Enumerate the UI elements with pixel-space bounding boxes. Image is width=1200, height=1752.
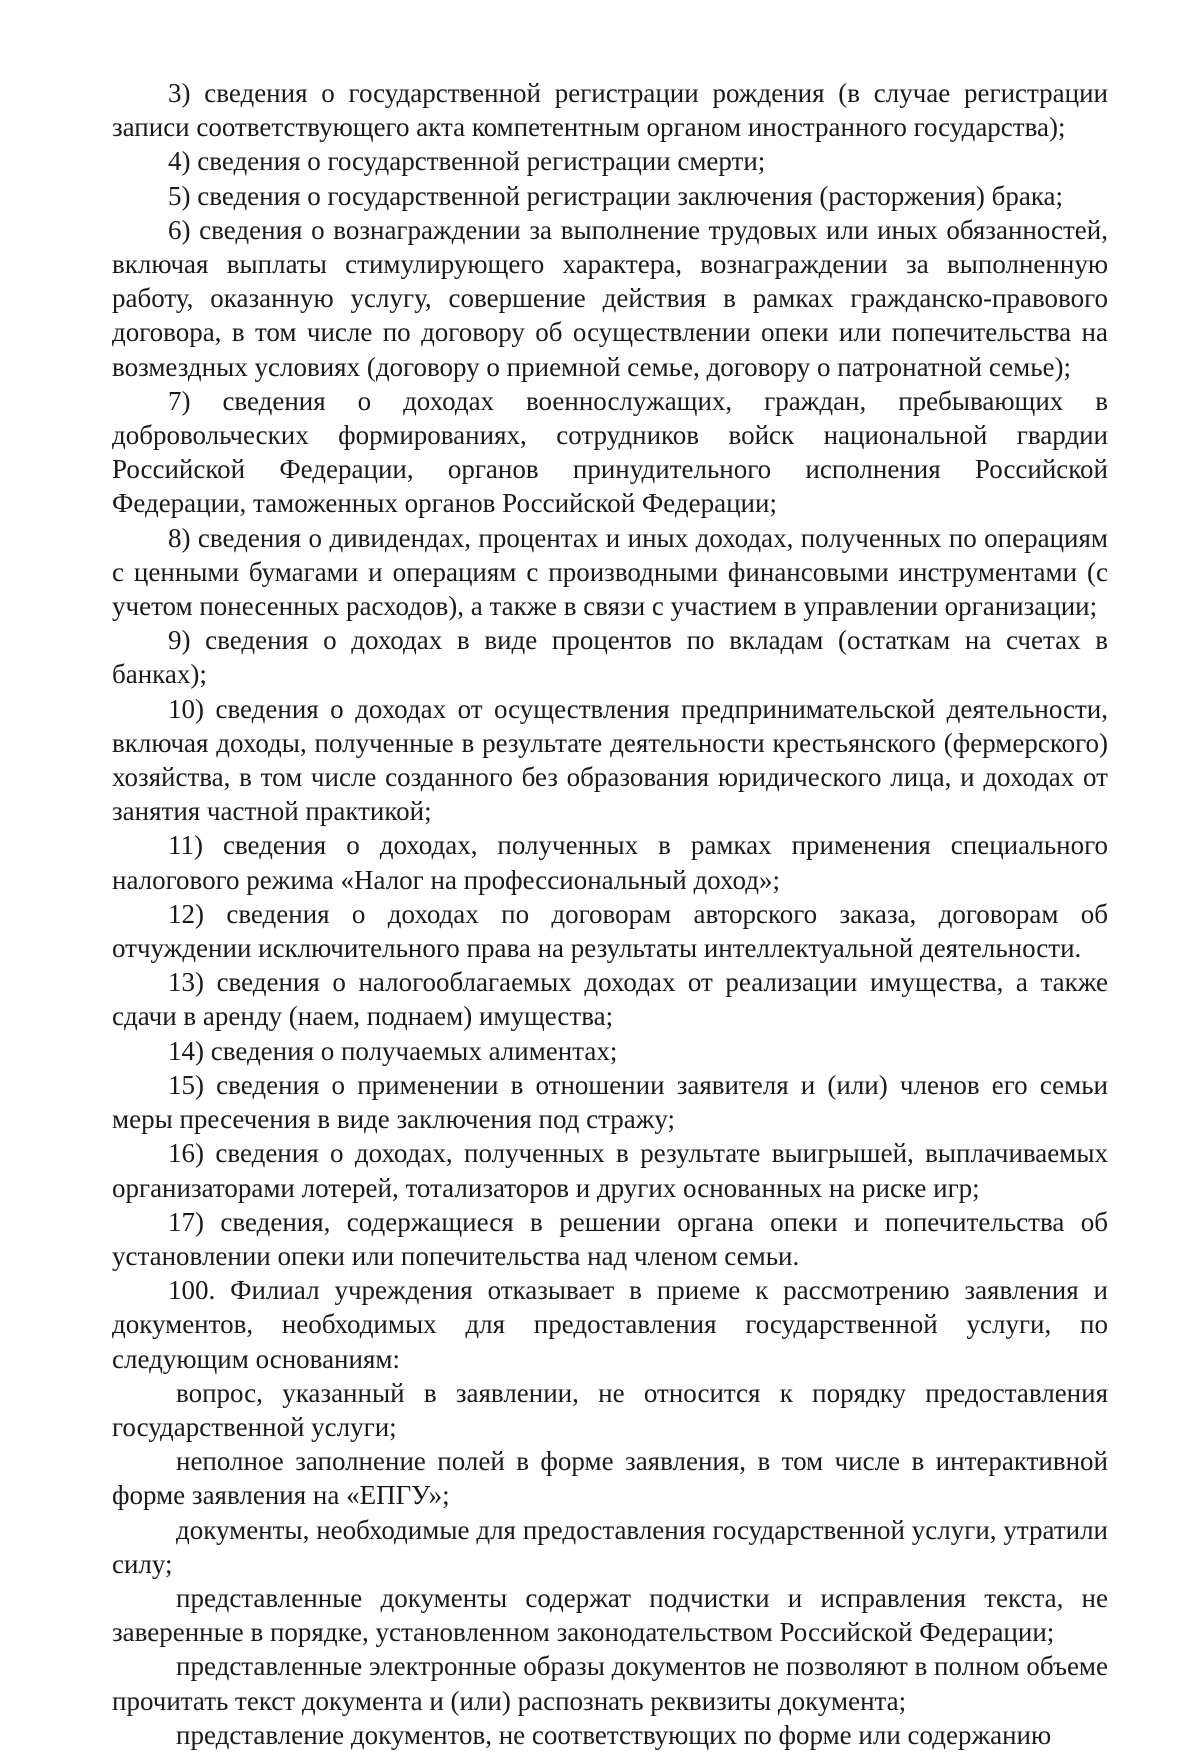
paragraph-item-14: 14) сведения о получаемых алиментах; [168, 1035, 618, 1066]
paragraph-ground-4: представленные документы содержат подчистки и исправления текста, не заверенные в порядке, установленном законодательством Российской Федерации; [112, 1582, 1108, 1648]
paragraph-item-7: 7) сведения о доходах военнослужащих, граждан, пребывающих в добровольческих формированиях, сотрудников войск национальной гвардии Российской Федерации, органов принудительного исполнения Российской Федерации, таможенных органов Российской Федерации; [112, 385, 1108, 519]
paragraph-ground-2: неполное заполнение полей в форме заявления, в том числе в интерактивной форме заявления на «ЕПГУ»; [112, 1446, 1108, 1511]
paragraph-item-15: 15) сведения о применении в отношении заявителя и (или) членов его семьи меры пресечения в виде заключения под стражу; [112, 1069, 1108, 1135]
paragraph-item-10: 10) сведения о доходах от осуществления предпринимательской деятельности, включая доходы, полученные в результате деятельности крестьянского (фермерского) хозяйства, в том числе созданного без образования юридического лица, и доходах от занятия частной практикой; [112, 693, 1108, 827]
paragraph-ground-3: документы, необходимые для предоставления государственной услуги, утратили силу; [112, 1514, 1108, 1579]
paragraph-ground-1: вопрос, указанный в заявлении, не относится к порядку предоставления государственной услуги; [112, 1377, 1108, 1442]
paragraph-item-6: 6) сведения о вознаграждении за выполнение трудовых или иных обязанностей, включая выплаты стимулирующего характера, вознаграждении за выполненную работу, оказанную услугу, совершение действия в рамках гражданско-правового договора, в том числе по договору об осуществлении опеки или попечительства на возмездных условиях (договору о приемной семье, договору о патронатной семье); [112, 214, 1108, 382]
paragraph-item-3: 3) сведения о государственной регистрации рождения (в случае регистрации записи соответствующего акта компетентным органом иностранного государства); [112, 78, 1108, 143]
paragraph-item-12: 12) сведения о доходах по договорам авторского заказа, договорам об отчуждении исключительного права на результаты интеллектуальной деятельности. [112, 898, 1108, 964]
paragraph-item-5: 5) сведения о государственной регистрации заключения (расторжения) брака; [168, 180, 1064, 211]
paragraph-item-8: 8) сведения о дивидендах, процентах и иных доходах, полученных по операциям с ценными бумагами и операциям с производными финансовыми инструментами (с учетом понесенных расходов), а также в связи с участием в управлении организации; [112, 522, 1108, 622]
paragraph-item-4: 4) сведения о государственной регистрации смерти; [168, 146, 766, 177]
paragraph-ground-5: представленные электронные образы документов не позволяют в полном объеме прочитать текст документа и (или) распознать реквизиты документа; [112, 1651, 1108, 1716]
paragraph-item-16: 16) сведения о доходах, полученных в результате выигрышей, выплачиваемых организаторами лотерей, тотализаторов и других основанных на риске игр; [112, 1138, 1108, 1203]
paragraph-ground-6: представление документов, не соответствующих по форме или содержанию [176, 1719, 1052, 1750]
paragraph-item-9: 9) сведения о доходах в виде процентов по вкладам (остаткам на счетах в банках); [112, 625, 1108, 690]
paragraph-item-11: 11) сведения о доходах, полученных в рамках применения специального налогового режима «Налог на профессиональный доход»; [112, 830, 1108, 895]
paragraph-item-13: 13) сведения о налогооблагаемых доходах от реализации имущества, а также сдачи в аренду (наем, поднаем) имущества; [112, 967, 1108, 1032]
paragraph-clause-100: 100. Филиал учреждения отказывает в приеме к рассмотрению заявления и документов, необходимых для предоставления государственной услуги, по следующим основаниям: [112, 1275, 1108, 1374]
paragraph-item-17: 17) сведения, содержащиеся в решении органа опеки и попечительства об установлении опеки или попечительства над членом семьи. [112, 1206, 1108, 1271]
